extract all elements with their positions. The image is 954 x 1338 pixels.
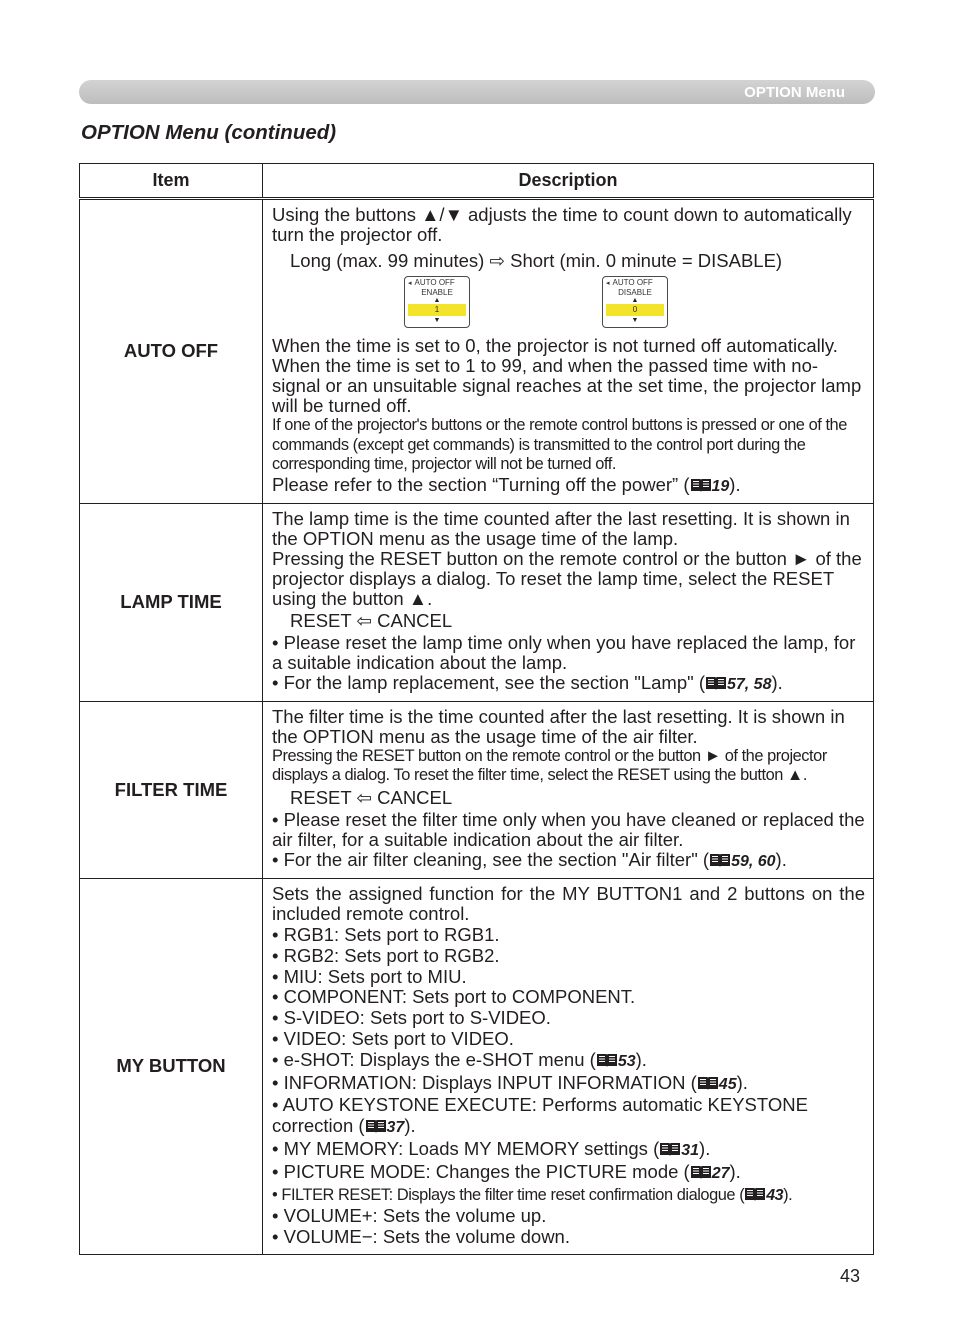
page-reference: 37 — [386, 1119, 405, 1137]
page-reference: 27 — [711, 1164, 730, 1182]
header-bar — [79, 80, 875, 104]
item-my-button: MY BUTTON — [80, 878, 263, 1255]
arrow-up-icon: ▲ — [433, 297, 441, 304]
item-auto-off: AUTO OFF — [80, 200, 263, 504]
auto-off-text-1: Using the buttons ▲/▼ adjusts the time to count down to automatically turn the projector off. — [272, 204, 852, 245]
book-reference-icon — [697, 1075, 719, 1091]
list-item: • VOLUME+: Sets the volume up. — [272, 1205, 547, 1227]
lamp-text-1: The lamp time is the time counted after the last resetting. It is shown in the OPTION menu as the usage time of the lamp. — [272, 507, 850, 549]
list-item: • VIDEO: Sets port to VIDEO. — [272, 1028, 514, 1050]
osd-label: ENABLE — [421, 288, 453, 297]
page-reference: 31 — [681, 1142, 700, 1160]
page-reference: 45 — [718, 1075, 737, 1093]
book-reference-icon — [705, 675, 727, 691]
page-reference: 43 — [766, 1186, 784, 1204]
osd-examples — [272, 276, 865, 328]
page-reference: 53 — [617, 1052, 636, 1070]
filter-reset-dialog: RESET ⇦ CANCEL — [290, 786, 453, 808]
lamp-text-5: • For the lamp replacement, see the section "Lamp" ( 57, 58). — [272, 671, 783, 693]
book-reference-icon — [690, 477, 712, 493]
header-label: OPTION Menu — [744, 84, 845, 101]
list-item: • MY MEMORY: Loads MY MEMORY settings ( 31). — [272, 1138, 711, 1160]
desc-filter-time — [263, 701, 874, 878]
page-title: OPTION Menu (continued) — [81, 121, 337, 144]
book-reference-icon — [690, 1164, 712, 1180]
list-item: • FILTER RESET: Displays the filter time reset confirmation dialogue ( 43). — [272, 1185, 793, 1204]
osd-title: ◂ AUTO OFF — [606, 278, 653, 288]
desc-my-button — [263, 878, 874, 1255]
book-reference-icon — [744, 1186, 766, 1202]
lamp-reset-dialog: RESET ⇦ CANCEL — [290, 609, 453, 631]
my-button-intro: Sets the assigned function for the MY BUTTON1 and 2 buttons on the included remote control. — [272, 882, 865, 925]
list-item: • AUTO KEYSTONE EXECUTE: Performs automatic KEYSTONE correction ( 37). — [272, 1094, 808, 1137]
table-row-lamp-time — [80, 503, 874, 701]
desc-auto-off — [263, 200, 874, 504]
osd-value: 1 — [408, 304, 466, 316]
lamp-text-2: Pressing the RESET button on the remote control or the button ► of the projector displays a dialog. To reset the lamp time, select the RESET using the button ▲. — [272, 547, 862, 609]
list-item: • VOLUME−: Sets the volume down. — [272, 1226, 570, 1248]
arrow-down-icon: ▼ — [433, 317, 441, 324]
column-header-item: Item — [80, 164, 263, 198]
page-reference: 57, 58 — [726, 675, 772, 693]
table-row-filter-time — [80, 701, 874, 878]
item-filter-time: FILTER TIME — [80, 701, 263, 878]
auto-off-text-5: Please refer to the section “Turning off the power” ( 19). — [272, 473, 741, 495]
arrow-up-icon: ▲ — [631, 297, 639, 304]
table-row-my-button — [80, 878, 874, 1255]
book-reference-icon — [709, 852, 731, 868]
filter-text-2: Pressing the RESET button on the remote control or the button ► of the projector displays a dialog. To reset the filter time, select the RESET using the button ▲. — [272, 746, 827, 784]
book-reference-icon — [659, 1141, 681, 1157]
osd-label: DISABLE — [618, 288, 652, 297]
list-item: • S-VIDEO: Sets port to S-VIDEO. — [272, 1007, 551, 1029]
item-lamp-time: LAMP TIME — [80, 503, 263, 701]
osd-auto-off-disable — [602, 276, 668, 328]
osd-auto-off-enable — [404, 276, 470, 328]
list-item: • COMPONENT: Sets port to COMPONENT. — [272, 986, 636, 1008]
list-item: • INFORMATION: Displays INPUT INFORMATION ( 45). — [272, 1071, 748, 1093]
page-reference: 19 — [711, 477, 730, 495]
book-reference-icon — [596, 1052, 618, 1068]
desc-lamp-time — [263, 503, 874, 701]
list-item: • MIU: Sets port to MIU. — [272, 965, 467, 987]
list-item: • e-SHOT: Displays the e-SHOT menu ( 53). — [272, 1048, 647, 1070]
auto-off-text-4: If one of the projector's buttons or the remote control buttons is pressed or one of the commands (except get commands) is transmitted to the control port during the corresponding time, projector will not be turned off. — [272, 416, 847, 473]
osd-value: 0 — [606, 304, 664, 316]
book-reference-icon — [365, 1118, 387, 1134]
list-item: • RGB2: Sets port to RGB2. — [272, 944, 500, 966]
filter-text-4: • Please reset the filter time only when you have cleaned or replaced the air filter, for a suitable indication about the air filter. — [272, 808, 865, 850]
table-header-row — [80, 164, 874, 198]
page-number: 43 — [840, 1266, 861, 1286]
auto-off-text-3: When the time is set to 0, the projector is not turned off automatically. When the time is set to 1 to 99, and when the passed time with no-signal or an unsuitable signal reaches at the set time, the projector lamp will be turned off. — [272, 335, 862, 416]
list-item: • RGB1: Sets port to RGB1. — [272, 924, 500, 946]
filter-text-5: • For the air filter cleaning, see the section "Air filter" ( 59, 60). — [272, 848, 787, 870]
column-header-description: Description — [263, 164, 874, 198]
filter-text-1: The filter time is the time counted after the last resetting. It is shown in the OPTION menu as the usage time of the air filter. — [272, 705, 845, 747]
arrow-down-icon: ▼ — [631, 317, 639, 324]
option-table — [79, 163, 874, 1255]
lamp-text-4: • Please reset the lamp time only when you have replaced the lamp, for a suitable indication about the lamp. — [272, 631, 856, 673]
page-reference: 59, 60 — [731, 852, 776, 870]
table-row-auto-off — [80, 200, 874, 504]
osd-title: ◂ AUTO OFF — [408, 278, 455, 288]
list-item: • PICTURE MODE: Changes the PICTURE mode ( 27). — [272, 1160, 741, 1182]
auto-off-range: Long (max. 99 minutes) ⇨ Short (min. 0 minute = DISABLE) — [290, 250, 783, 271]
